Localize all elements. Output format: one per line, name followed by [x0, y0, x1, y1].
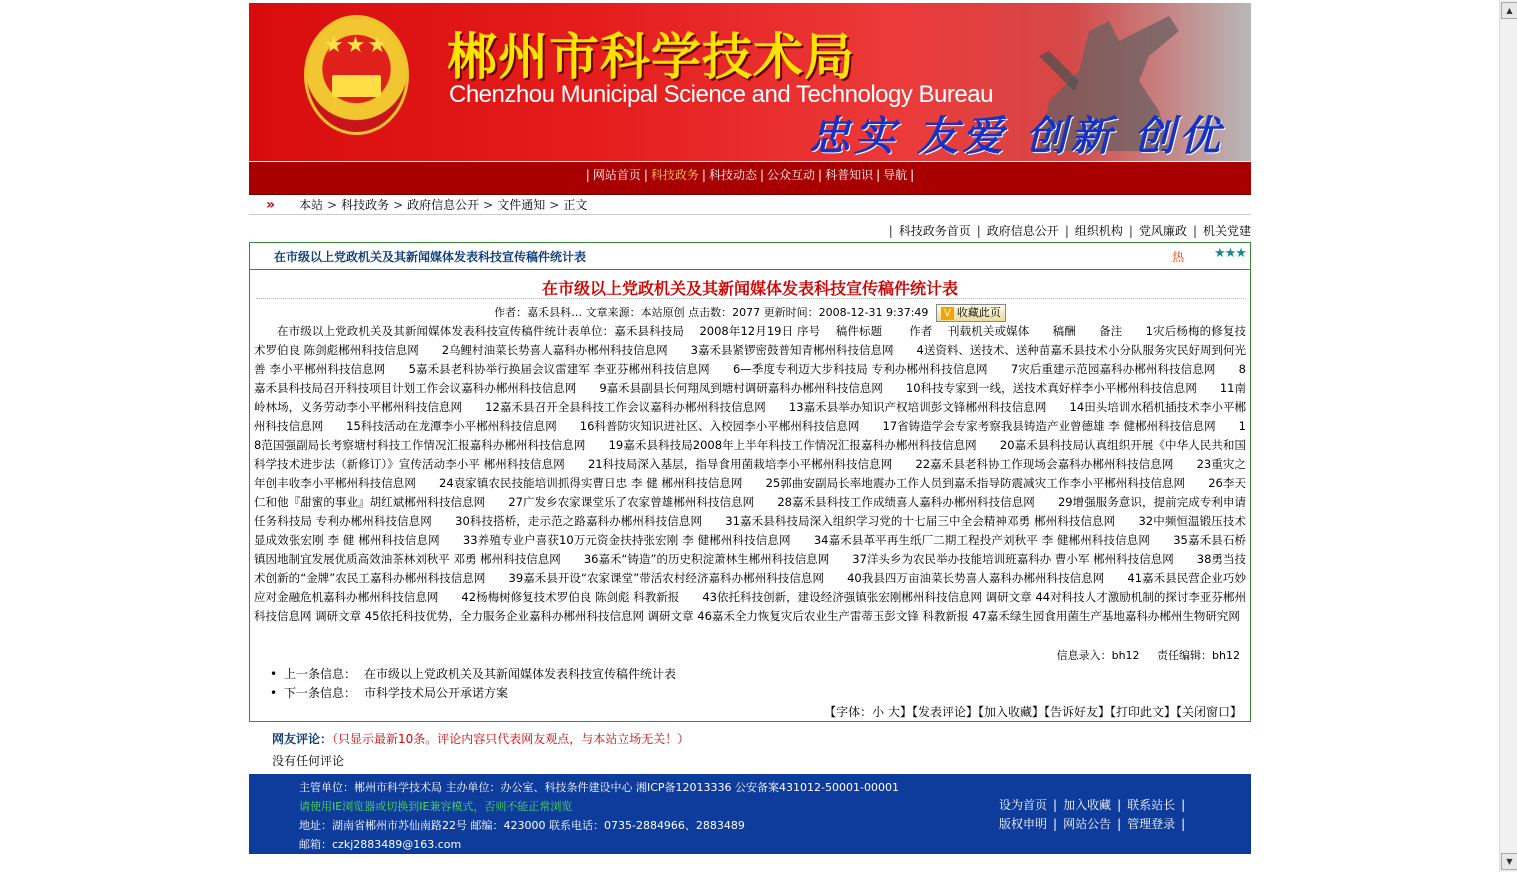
nav-item-4[interactable]: 公众互动 — [767, 168, 816, 182]
breadcrumb-chevron-icon: > — [393, 198, 404, 212]
next-item — [284, 684, 676, 703]
nav-separator: | — [585, 168, 590, 182]
bookmark-label: 收藏此页 — [956, 306, 1001, 319]
nav-separator: | — [759, 168, 765, 182]
article-tools[interactable]: 【字体：小 大】【发表评论】【加入收藏】【告诉好友】【打印此文】【关闭窗口】 — [824, 705, 1242, 719]
footer — [249, 774, 1251, 854]
scroll-down-icon[interactable]: ▼ — [1501, 853, 1517, 870]
scroll-up-icon[interactable]: ▲ — [1501, 2, 1517, 19]
subnav-separator: | — [1128, 224, 1133, 238]
footer-separator: | — [1117, 817, 1122, 831]
footer-link[interactable]: 网站公告 — [1063, 817, 1112, 831]
footer-links-row1 — [999, 796, 1191, 813]
nav-item-1[interactable]: 网站首页 — [592, 168, 641, 182]
nav-separator: | — [910, 168, 915, 182]
footer-separator: | — [1053, 798, 1058, 812]
breadcrumb-item[interactable]: 本站 — [299, 198, 324, 212]
bookmark-button[interactable] — [936, 304, 1006, 322]
prev-next-links — [284, 665, 676, 703]
site-title-en: Chenzhou Municipal Science and Technology Bureau — [449, 81, 993, 108]
next-label: 下一条信息： — [284, 686, 357, 700]
scrollbar[interactable] — [1499, 0, 1517, 872]
editor-label: 责任编辑： — [1157, 649, 1213, 662]
national-emblem-icon: ★★★ — [304, 15, 409, 135]
comments-notice: （只显示最新10条。评论内容只代表网友观点，与本站立场无关！） — [332, 732, 690, 746]
article-title: 在市级以上党政机关及其新闻媒体发表科技宣传稿件统计表 — [541, 279, 958, 298]
prev-label: 上一条信息： — [284, 667, 357, 681]
breadcrumb-item[interactable]: 科技政务 — [341, 198, 390, 212]
footer-email: 邮箱：czkj2883489@163.com — [299, 838, 462, 851]
comments-label: 网友评论： — [272, 732, 333, 746]
prev-item — [284, 665, 676, 684]
subnav-item[interactable]: 党风廉政 — [1138, 224, 1187, 238]
footer-link[interactable]: 版权申明 — [999, 817, 1048, 831]
breadcrumb-item: 正文 — [563, 198, 588, 212]
nav-item-3[interactable]: 科技动态 — [708, 168, 757, 182]
next-link[interactable]: 市科学技术局公开承诺方案 — [364, 686, 509, 700]
footer-browser-warning: 请使用IE浏览器或切换到IE兼容模式，否则不能正常浏览 — [299, 800, 573, 813]
article-meta-text: 作者：嘉禾县科… 文章来源：本站原创 点击数：2077 更新时间：2008-12-31 9:37:49 — [494, 306, 929, 319]
subnav-separator: | — [888, 224, 893, 238]
nav-item-6[interactable]: 导航 — [883, 168, 908, 182]
nav-separator: | — [818, 168, 823, 182]
breadcrumb-item[interactable]: 政府信息公开 — [407, 198, 480, 212]
nav-item-2[interactable]: 科技政务 — [650, 168, 699, 182]
subnav-item[interactable]: 科技政务首页 — [898, 224, 971, 238]
footer-separator: | — [1053, 817, 1058, 831]
nav-separator: | — [701, 168, 706, 182]
footer-address: 地址：湖南省郴州市苏仙南路22号 邮编：423000 联系电话：0735-2884966、2883489 — [299, 819, 745, 832]
divider — [256, 298, 1244, 299]
nav-separator: | — [643, 168, 648, 182]
footer-link[interactable]: 设为首页 — [999, 798, 1048, 812]
breadcrumb-chevron-icon: > — [483, 198, 494, 212]
article-body: 在市级以上党政机关及其新闻媒体发表科技宣传稿件统计表单位：嘉禾县科技局 2008年12月19日 序号 稿件标题 作者 刊载机关或媒体 稿酬 备注 1灾后杨梅的修复技术罗伯良 陈剑彪郴州科技信息网 2乌鲤村油菜长势喜人嘉科办郴州科技信息网 3嘉禾县紧锣密鼓普知青郴州科技信息网 4送资料、送技术、送种苗嘉禾县技术小分队服务灾民好周到何光善 李小平郴州科技信息网 5嘉禾县老科协举行换届会议雷建军 李亚芬郴州科技信息网 6—季度专利迈大步科技局 专利办郴州科技信息网 7灾后重建示范园嘉科办郴州科技信息网 8嘉禾县科技局召开科技项目计划工作会议嘉科办郴州科技信息网 9嘉禾县副县长何翔凤到塘村调研嘉科办郴州科技信息网 10科技专家到一线，送技术真好样李小平郴州科技信息网 11南岭林场，义务劳动李小平郴州科技信息网 12嘉禾县召开全县科技工作会议嘉科办郴州科技信息网 13嘉禾县举办知识产权培训彭文锋郴州科技信息网 14田头培训水稻机插技术李小平郴州科技信息网 15科技活动在龙潭李小平郴州科技信息网 16科普防灾知识进社区、入校园李小平郴州科技信息网 17省铸造学会专家考察我县铸造产业曾德雄 李 健郴州科技信息网 18范国强副局长考察塘村科技工作情况汇报嘉科办郴州科技信息网 19嘉禾县科技局2008年上半年科技工作情况汇报嘉科办郴州科技信息网 20嘉禾县科技局认真组织开展《中华人民共和国科学技术进步法（新修订）》宣传活动李小平 郴州科技信息网 21科技局深入基层，指导食用菌栽培李小平郴州科技信息网 22嘉禾县老科协工作现场会嘉科办郴州科技信息网 23重灾之年创丰收李小平郴州科技信息网 24袁家镇农民技能培训抓得实曹日忠 李 健 郴州科技信息网 25郭曲安副局长率地震办工作人员到嘉禾指导防震减灾工作李小平郴州科技信息网 26李天仁和他『甜蜜的事业』胡红斌郴州科技信息网 27广发乡农家课堂乐了农家曾雄郴州科技信息网 28嘉禾县科技工作成绩喜人嘉科办郴州科技信息网 29增强服务意识，提前完成专利申请任务科技局 专利办郴州科技信息网 30科技搭桥，走示范之路嘉科办郴州科技信息网 31嘉禾县科技局深入组织学习党的十七届三中全会精神邓勇 郴州科技信息网 32中频恒温锻压技术显成效张宏刚 李 健 郴州科技信息网 33养殖专业户喜获10万元资金扶持张宏刚 李 健郴州科技信息网 34嘉禾县革平再生纸厂二期工程投产刘秋平 李 健郴州科技信息网 35嘉禾县石桥镇因地制宜发展优质高效油茶林刘秋平 邓勇 郴州科技信息网 36嘉禾“铸造”的历史积淀萧林生郴州科技信息网 37洋头乡为农民举办技能培训班嘉科办 曹小军 郴州科技信息网 38勇当技术创新的“金牌”农民工嘉科办郴州科技信息网 39嘉禾县开设“农家课堂”带活农村经济嘉科办郴州科技信息网 40我县四万亩油菜长势喜人嘉科办郴州科技信息网 41嘉禾县民营企业巧妙应对金融危机嘉科办郴州科技信息网 42杨梅树修复技术罗伯良 陈剑彪 科教新报 43依托科技创新，建设经济强镇张宏刚郴州科技信息网 调研文章 44对科技人才激励机制的探讨李亚芬郴州科技信息网 调研文章 45依托科技优势，全力服务企业嘉科办郴州科技信息网 调研文章 46嘉禾全力恢复灾后农业生产雷蒂玉彭文锋 科教新报 47嘉禾绿生园食用菌生产基地嘉科办郴州生物研究网 — [254, 324, 1246, 623]
footer-separator: | — [1181, 817, 1186, 831]
breadcrumb-chevron-icon: > — [549, 198, 560, 212]
entry-label: 信息录入： — [1056, 649, 1112, 662]
prev-link[interactable]: 在市级以上党政机关及其新闻媒体发表科技宣传稿件统计表 — [364, 667, 677, 681]
comments-header — [272, 730, 689, 747]
slogan: 忠实 友爱 创新 创优 — [809, 112, 1224, 160]
article-meta — [250, 304, 1250, 322]
header-banner — [249, 3, 1251, 161]
footer-link[interactable]: 加入收藏 — [1063, 798, 1112, 812]
article-box-header — [250, 243, 1250, 270]
article-box-title: 在市级以上党政机关及其新闻媒体发表科技宣传稿件统计表 — [274, 250, 587, 264]
main-nav — [249, 162, 1251, 195]
footer-link[interactable]: 联系站长 — [1127, 798, 1176, 812]
hot-badge: 热 — [1172, 250, 1185, 264]
footer-link[interactable]: 管理登录 — [1127, 817, 1176, 831]
site-title-cn: 郴州市科学技术局 — [447, 28, 855, 86]
breadcrumb-item[interactable]: 文件通知 — [497, 198, 546, 212]
comments-empty: 没有任何评论 — [272, 754, 345, 768]
footer-org-info: 主管单位：郴州市科学技术局 主办单位：办公室、科技条件建设中心 湘ICP备12013336 公安备案431012-50001-00001 — [299, 781, 899, 794]
nav-item-5[interactable]: 科普知识 — [825, 168, 874, 182]
sub-nav — [883, 222, 1251, 240]
subnav-separator: | — [976, 224, 981, 238]
rating-stars-icon: ★★★ — [1214, 246, 1246, 261]
subnav-item[interactable]: 组织机构 — [1074, 224, 1123, 238]
bookmark-icon: V — [941, 307, 954, 320]
subnav-item[interactable]: 机关党建 — [1202, 224, 1251, 238]
article-box — [249, 242, 1251, 722]
subnav-separator: | — [1064, 224, 1069, 238]
breadcrumb-chevron-icon: > — [327, 198, 338, 212]
footer-links-row2 — [999, 815, 1191, 832]
footer-separator: | — [1117, 798, 1122, 812]
editor-value: bh12 — [1212, 649, 1240, 662]
nav-separator: | — [876, 168, 881, 182]
footer-separator: | — [1181, 798, 1186, 812]
double-arrow-icon: » — [266, 197, 276, 213]
editor-info — [1057, 647, 1240, 663]
entry-value: bh12 — [1111, 649, 1140, 662]
subnav-item[interactable]: 政府信息公开 — [986, 224, 1059, 238]
breadcrumb — [249, 196, 1251, 215]
subnav-separator: | — [1192, 224, 1197, 238]
